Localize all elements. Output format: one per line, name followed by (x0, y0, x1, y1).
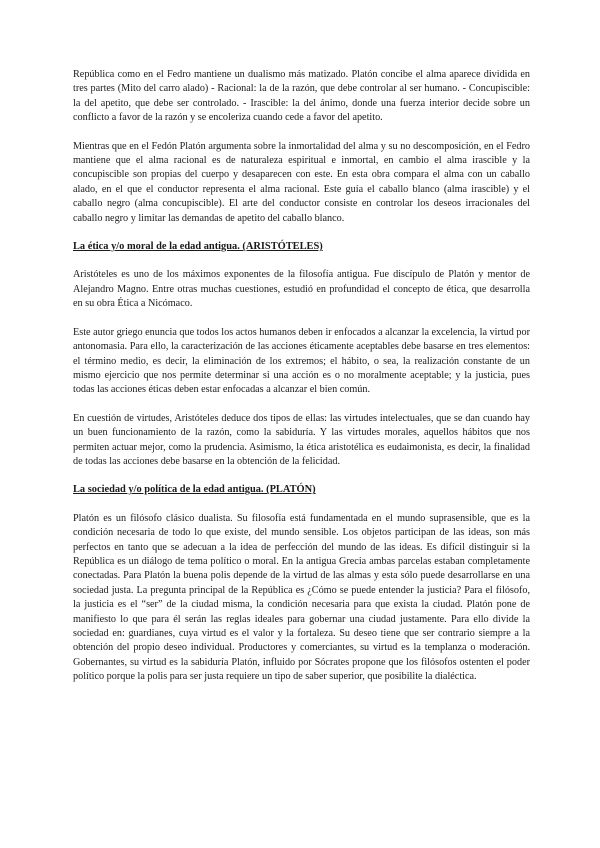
paragraph-fedon-fedro: Mientras que en el Fedón Platón argumenta sobre la inmortalidad del alma y su no descomposición, en el Fedro mantiene que el alma racional es de naturaleza espiritual e inmortal, en cambio el alma irascible y la concupiscible son propias del cuerpo y desaparecen con este. En esta obra compara el alma con un caballo alado, en el que el conductor representa el alma racional. Este guía el caballo blanco (alma irascible) y el caballo negro (alma concupiscible). El arte del conductor consiste en controlar los deseos irracionales del caballo negro y limitar las demandas de apetito del caballo blanco. (73, 140, 530, 224)
heading-etica-aristoteles: La ética y/o moral de la edad antigua. (ARISTÓTELES) (73, 241, 323, 253)
paragraph-platon-sociedad: Platón es un filósofo clásico dualista. Su filosofía está fundamentada en el mundo suprasensible, que es la condición necesaria de todo lo que existe, del mundo sensible. Los objetos participan de las ideas, son más perfectos en tanto que se adecuan a la idea de perfección del mundo de las ideas. Es difícil distinguir si la República es un diálogo de tema político o moral. En la antigua Grecia ambas parcelas estaban completamente conectadas. Para Platón la buena polis depende de la virtud de las almas y esta sólo puede desarrollarse en una sociedad justa. La pregunta principal de la República es ¿Cómo se puede entender la justicia? Para el filósofo, la justicia es el “ser” de la ciudad misma, la condición necesaria para que exista la ciudad. Platón pone de manifiesto lo que para él serán las reglas ideales para gobernar una ciudad justamente. Para ello divide la sociedad en: guardianes, cuya virtud es el valor y la fortaleza. Su deseo tiene que ser contrario siempre a la obtención del propio deseo individual. Productores y comerciantes, su virtud es la templanza o moderación. Gobernantes, su virtud es la sabiduría Platón, influido por Sócrates propone que los filósofos ostenten el poder político porque la polis para ser justa requiere un tipo de saber superior, que posibilite la dialéctica. (73, 512, 530, 683)
paragraph-aristoteles-intro: Aristóteles es uno de los máximos exponentes de la filosofía antigua. Fue discípulo de Platón y mentor de Alejandro Magno. Entre otras muchas cuestiones, estudió en profundidad el concepto de ética, que desarrolla en su obra Ética a Nicómaco. (73, 269, 530, 310)
heading-sociedad-platon: La sociedad y/o política de la edad antigua. (PLATÓN) (73, 484, 316, 496)
paragraph-aristoteles-virtud: Este autor griego enuncia que todos los actos humanos deben ir enfocados a alcanzar la excelencia, la virtud por antonomasia. Para ello, la caracterización de las acciones éticamente aceptables debe basarse en tres elementos: el término medio, es decir, la eliminación de los extremos; el hábito, o sea, la realización constante de un mismo ejercicio que nos permite determinar si una acción es o no moralmente aceptable; y la justicia, pues todas las acciones éticas deben estar enfocadas a alcanzar el bien común. (73, 326, 530, 396)
paragraph-alma-republica: República como en el Fedro mantiene un dualismo más matizado. Platón concibe el alma aparece dividida en tres partes (Mito del carro alado) - Racional: la de la razón, que debe controlar al ser humano. - Concupiscible: la del apetito, que debe ser controlado. - Irascible: la del ánimo, donde una fuerza interior decide sobre un conflicto a favor de la razón y se encoleriza cuando cede a favor del apetito. (73, 69, 530, 124)
paragraph-aristoteles-virtudes: En cuestión de virtudes, Aristóteles deduce dos tipos de ellas: las virtudes intelectuales, que se dan cuando hay un buen funcionamiento de la razón, como la sabiduría. Y las virtudes morales, aquellos hábitos que nos permiten actuar mejor, como la prudencia. Asimismo, la ética aristotélica es eudaimonista, es decir, la finalidad de todas las acciones debe basarse en la obtención de la felicidad. (73, 412, 530, 467)
